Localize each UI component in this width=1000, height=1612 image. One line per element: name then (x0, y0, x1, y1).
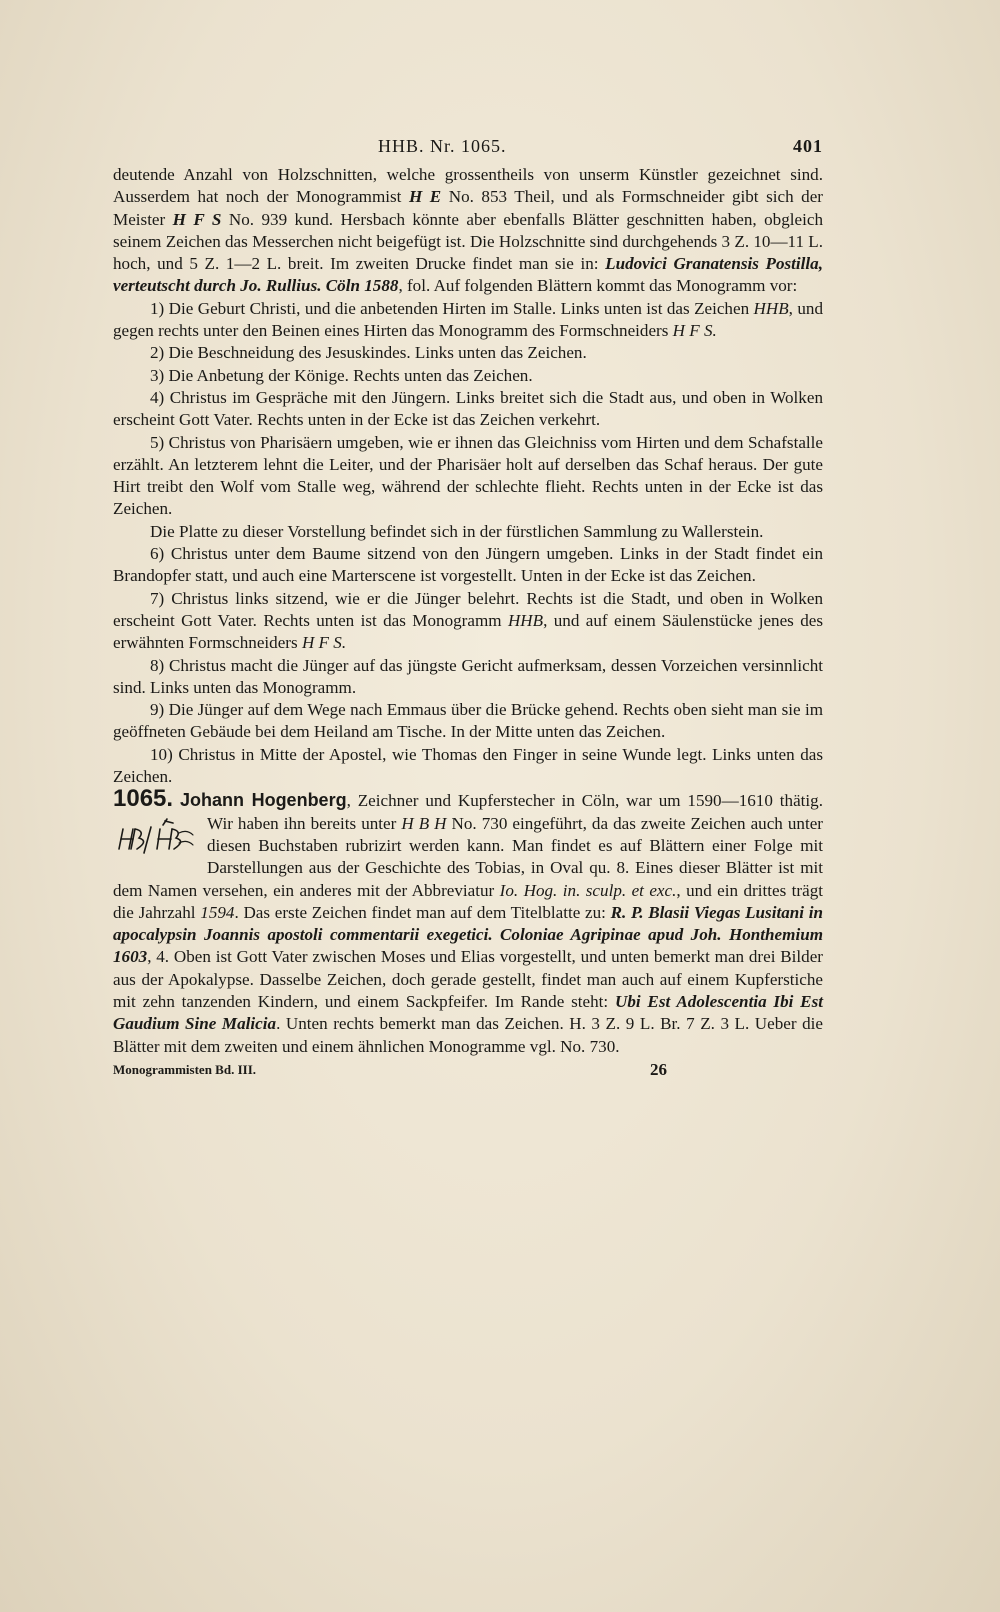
entry-text-6: . Unten rechts bemerkt man das Zeichen. H. 3 Z. 9 L. Br. 7 Z. 3 L. Ueber die Blätter mit dem zweiten und einem ähnlichen Monogramme vgl. No. 730. (113, 1014, 823, 1056)
monogram-hfs: H F S. (672, 321, 717, 341)
item1-text-b: , und gegen rechts unter den Beinen eines Hirten das Monogramm des Formschneiders (113, 298, 823, 341)
page-header (113, 132, 823, 164)
document-page (113, 132, 823, 1086)
inscription: Ubi Est Adolescentia Ibi Est Gaudium Sine Malicia (113, 991, 823, 1034)
intro-text-3: No. 939 kund. Hersbach könnte aber ebenfalls Blätter geschnitten haben, obgleich seinem Zeichen das Messerchen nicht beigefügt ist. Die Holzschnitte sind durchgehends 3 Z. 10—11 L. hoch, und 5 Z. 1—2 L. breit. Im zweiten Drucke findet man sie in: (113, 209, 823, 274)
entry-text-1: , Zeichner und Kupferstecher in Cöln, war um 1590—1610 thätig. Wir haben ihn bereits unter (207, 791, 823, 833)
list-item (113, 298, 823, 343)
entry-text-5: , 4. Oben ist Gott Vater zwischen Moses und Elias vorgestellt, und unten bemerkt man drei Bilder aus der Apokalypse. Dasselbe Zeichen, doch gerade gestellt, findet man auch auf einem Kupferstiche mit zehn tanzenden Kindern, und einem Sackpfeifer. Im Rande steht: (113, 947, 823, 1011)
year: 1594 (200, 902, 235, 922)
intro-text-4: , fol. Auf folgenden Blättern kommt das Monogramm vor: (398, 276, 798, 296)
item7-text-b: , und auf einem Säulenstücke jenes des erwähnten Formschneiders (113, 610, 824, 653)
list-item (113, 588, 823, 655)
entry-number: 1065. (113, 785, 174, 813)
signature-mark: Monogrammisten Bd. III. (113, 1061, 257, 1077)
book-title-viegas: R. P. Blasii Viegas Lusitani in apocalypsin Joannis apostoli commentarii exegetici. Coloniae Agripinae apud Joh. Honthemium 1603 (113, 902, 823, 967)
entry-text-3: , und ein drittes trägt die Jahrzahl (113, 880, 823, 922)
monogram-he: H E (408, 187, 442, 207)
list-item: 2) Die Beschneidung des Jesuskindes. Links unten das Zeichen. (150, 343, 587, 363)
monogram-hhb: HHB (753, 298, 789, 318)
monogram-hhb: HHB (507, 610, 544, 630)
entry-1065 (113, 785, 823, 1058)
sheet-number: 26 (650, 1059, 667, 1079)
list-item: 9) Die Jünger auf dem Wege nach Emmaus über die Brücke gehend. Rechts oben sieht man sie im geöffneten Gebäude bei dem Heiland am Tische. In der Mitte unten das Zeichen. (113, 700, 823, 742)
entry-text-4: . Das erste Zeichen findet man auf dem Titelblatte zu: (234, 902, 611, 922)
list-item-note: Die Platte zu dieser Vorstellung befindet sich in der fürstlichen Sammlung zu Wallerstein. (150, 521, 764, 541)
list-item: 10) Christus in Mitte der Apostel, wie Thomas den Finger in seine Wunde legt. Links unten das Zeichen. (113, 744, 823, 787)
running-title: HHB. Nr. 1065. (378, 136, 507, 156)
monogram-hbh: H B H (401, 813, 447, 833)
item7-text-a: 7) Christus links sitzend, wie er die Jünger belehrt. Rechts ist die Stadt, und oben in Wolken erscheint Gott Vater. Rechts unten ist das Monogramm (113, 588, 823, 630)
hhb-monogram-figure-icon (113, 815, 199, 861)
list-item: 6) Christus unter dem Baume sitzend von den Jüngern umgeben. Links in der Stadt findet ein Brandopfer statt, und auch eine Marterscene ist vorgestellt. Unten in der Ecke ist das Zeichen. (113, 544, 823, 586)
monogram-hfs: H F S (172, 209, 222, 229)
book-title-granatensis: Ludovici Granatensis Postilla, verteutscht durch Jo. Rullius. Cöln 1588 (113, 254, 823, 296)
entry-text-2: No. 730 eingeführt, da das zweite Zeichen auch unter diesen Buchstaben rubrizirt werden kann. Man findet es auf Blättern einer Folge mit Darstellungen aus der Geschichte des Tobias, in Oval qu. 8. Eines dieser Blätter ist mit dem Namen versehen, ein anderes mit der Abbreviatur (113, 813, 823, 900)
list-item: 8) Christus macht die Jünger auf das jüngste Gericht aufmerksam, dessen Vorzeichen versinnlicht sind. Links unten das Monogramm. (113, 655, 823, 697)
page-footer (113, 1060, 823, 1086)
intro-text-2: No. 853 Theil, und als Formschneider gibt sich der Meister (113, 187, 823, 229)
abbreviation: Io. Hog. in. sculp. et exc. (499, 880, 677, 900)
intro-paragraph (113, 164, 823, 298)
list-item: 3) Die Anbetung der Könige. Rechts unten das Zeichen. (150, 365, 533, 385)
item1-text-a: 1) Die Geburt Christi, und die anbetenden Hirten im Stalle. Links unten ist das Zeichen (150, 298, 754, 318)
monogram-hfs: H F S. (301, 633, 347, 653)
page-number: 401 (793, 136, 823, 156)
list-item: 5) Christus von Pharisäern umgeben, wie er ihnen das Gleichniss vom Hirten und dem Schafstalle erzählt. An letzterem lehnt die Leiter, und der Pharisäer holt auf derselben das Schaf heraus. Der gute Hirt treibt den Wolf vom Stalle weg, während der schlechte flieht. Rechts unten in der Ecke ist das Zeichen. (113, 432, 823, 519)
body-text (113, 164, 823, 1058)
list-item: 4) Christus im Gespräche mit den Jüngern. Links breitet sich die Stadt aus, und oben in Wolken erscheint Gott Vater. Rechts unten in der Ecke ist das Zeichen verkehrt. (113, 387, 823, 430)
intro-text-1: deutende Anzahl von Holzschnitten, welche grossentheils von unserm Künstler gezeichnet sind. Ausserdem hat noch der Monogrammist (113, 165, 823, 207)
artist-name: Johann Hogenberg (179, 790, 347, 811)
